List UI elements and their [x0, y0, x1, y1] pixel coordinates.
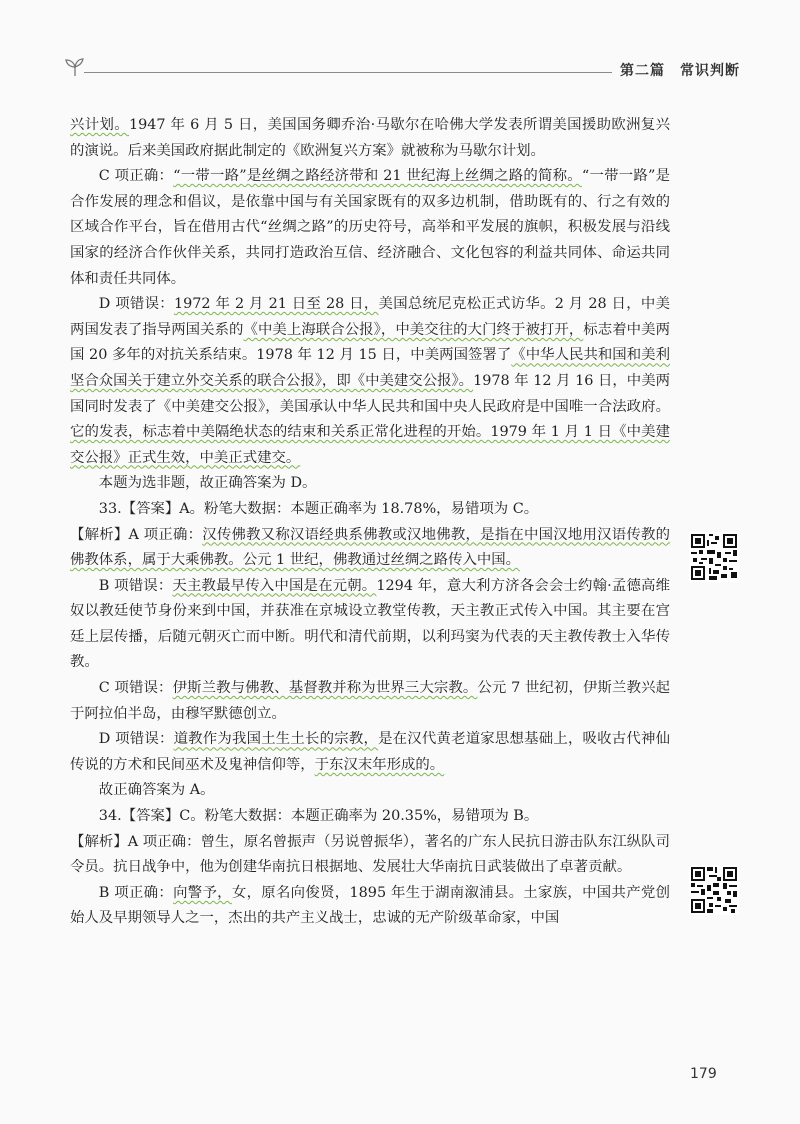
section-title: 第二篇 常识判断	[620, 63, 740, 79]
paragraph-option-d-nixon	[70, 292, 670, 471]
paragraph-q33-option-c	[70, 676, 670, 727]
underlined-text: 它的发表，标志着中美隔绝状态的结束和关系正常化进程的开始。1979 年 1 月 1 日《中美建交公报》正式生效，中美正式建交。	[70, 424, 670, 466]
underlined-text: 天主教最早传入中国是在元朝。	[172, 577, 377, 594]
page-content	[70, 113, 670, 932]
paragraph-q33-option-b	[70, 574, 670, 676]
paragraph-question-34-answer: 34.【答案】C。粉笔大数据：本题正确率为 20.35%，易错项为 B。	[98, 808, 539, 825]
underlined-text: 汉传佛教又称汉语经典系佛教或汉地佛教，是指在中国汉地用汉语传教的佛教体系，属于大乘佛教。公元 1 世纪，佛教通过丝绸之路传入中国。	[70, 526, 670, 569]
underlined-text: 1972 年 2 月 21 日至 28 日，	[173, 296, 379, 313]
underlined-text: “一带一路”是丝绸之路经济带和 21 世纪海上丝绸之路的简称。	[173, 168, 582, 185]
paragraph-text: 美国总统尼克松正式访华。2 月 28 日，中美两国发表了指导两国关系的	[70, 296, 670, 338]
paragraph-text: 1294 年，意大利方济各会会士约翰·孟德高维奴以教廷使节身份来到中国，并获准在京城设立教堂传教，天主教正式传入中国。其主要在宫廷上层传播，后随元朝灭亡而中断。明代和清代前期，以利玛窦为代表的天主教传教士入华传教。	[70, 577, 670, 671]
paragraph-q34-option-a: 【解析】A 项正确：曾生，原名曾振声（另说曾振华），著名的广东人民抗日游击队东江纵队司令员。抗日战争中，他为创建华南抗日根据地、发展壮大华南抗日武装做出了卓著贡献。	[70, 833, 670, 876]
underlined-text: 向警予，	[173, 884, 232, 901]
paragraph-text: 女，原名向俊贤，1895 年生于湖南溆浦县。土家族，中国共产党创始人及早期领导人之一，杰出的共产主义战士，忠诚的无产阶级革命家，中国	[70, 884, 670, 927]
paragraph-q34-option-b	[70, 881, 670, 932]
paragraph-text: “一带一路”是合作发展的理念和倡议，是依靠中国与有关国家既有的双多边机制，借助既有的、行之有效的区域合作平台，旨在借用古代“丝绸之路”的历史符号，高举和平发展的旗帜，积极发展与沿线国家的经济合作伙伴关系，共同打造政治互信、经济融合、文化包容的利益共同体、命运共同体和责任共同体。	[70, 168, 670, 287]
paragraph-text: 1978 年 12 月 16 日，中美两国同时发表了《中美建交公报》，美国承认中华人民共和国中央人民政府是中国唯一合法政府。	[70, 372, 670, 415]
paragraph-text: B 项错误：	[98, 577, 173, 594]
paragraph-text: 公元 7 世纪初，伊斯兰教兴起于阿拉伯半岛，由穆罕默德创立。	[70, 680, 670, 722]
paragraph-question-33-answer: 33.【答案】A。粉笔大数据：本题正确率为 18.78%，易错项为 C。	[98, 500, 539, 517]
paragraph-text: D 项错误：	[98, 731, 174, 748]
underlined-text: 于东汉末年形成的。	[314, 756, 445, 773]
underlined-text: 《中美上海联合公报》，中美交往的大门终于被打开，	[243, 321, 584, 338]
paragraph-marshall-plan	[70, 113, 670, 164]
sprout-leaf-icon	[62, 54, 88, 80]
paragraph-text: C 项错误：	[98, 680, 173, 697]
paragraph-q33-option-a	[70, 523, 670, 574]
paragraph-text: B 项正确：	[98, 884, 174, 901]
page-number: 179	[690, 1066, 717, 1082]
paragraph-q33-option-d	[70, 727, 670, 778]
paragraph-answer-32: 本题为选非题，故正确答案为 D。	[98, 475, 317, 492]
underlined-text: 兴计划。	[70, 117, 129, 133]
qr-code-icon[interactable]	[689, 865, 739, 915]
underlined-text: 道教作为我国土生土长的宗教，	[173, 731, 379, 748]
header-divider	[84, 72, 612, 73]
paragraph-text: 1947 年 6 月 5 日，美国国务卿乔治·马歇尔在哈佛大学发表所谓美国援助欧洲复兴的演说。后来美国政府据此制定的《欧洲复兴方案》就被称为马歇尔计划。	[70, 117, 670, 159]
paragraph-answer-33: 故正确答案为 A。	[98, 782, 215, 799]
page-header	[62, 54, 740, 88]
paragraph-option-c-belt-road	[70, 164, 670, 292]
underlined-text: 伊斯兰教与佛教、基督教并称为世界三大宗教。	[172, 680, 478, 697]
underlined-text: 《中华人民共和国和美利坚合众国关于建立外交关系的联合公报》，即《中美建交公报》。	[70, 347, 670, 389]
paragraph-text: D 项错误：	[98, 296, 174, 313]
paragraph-text: 【解析】A 项正确：	[70, 526, 203, 543]
qr-code-icon[interactable]	[689, 532, 739, 582]
paragraph-text: 是在汉代黄老道家思想基础上，吸收古代神仙传说的方术和民间巫术及鬼神信仰等，	[70, 731, 670, 773]
paragraph-text: 标志着中美两国 20 多年的对抗关系结束。1978 年 12 月 15 日，中美两国签署了	[70, 321, 670, 364]
paragraph-text: C 项正确：	[98, 168, 174, 185]
